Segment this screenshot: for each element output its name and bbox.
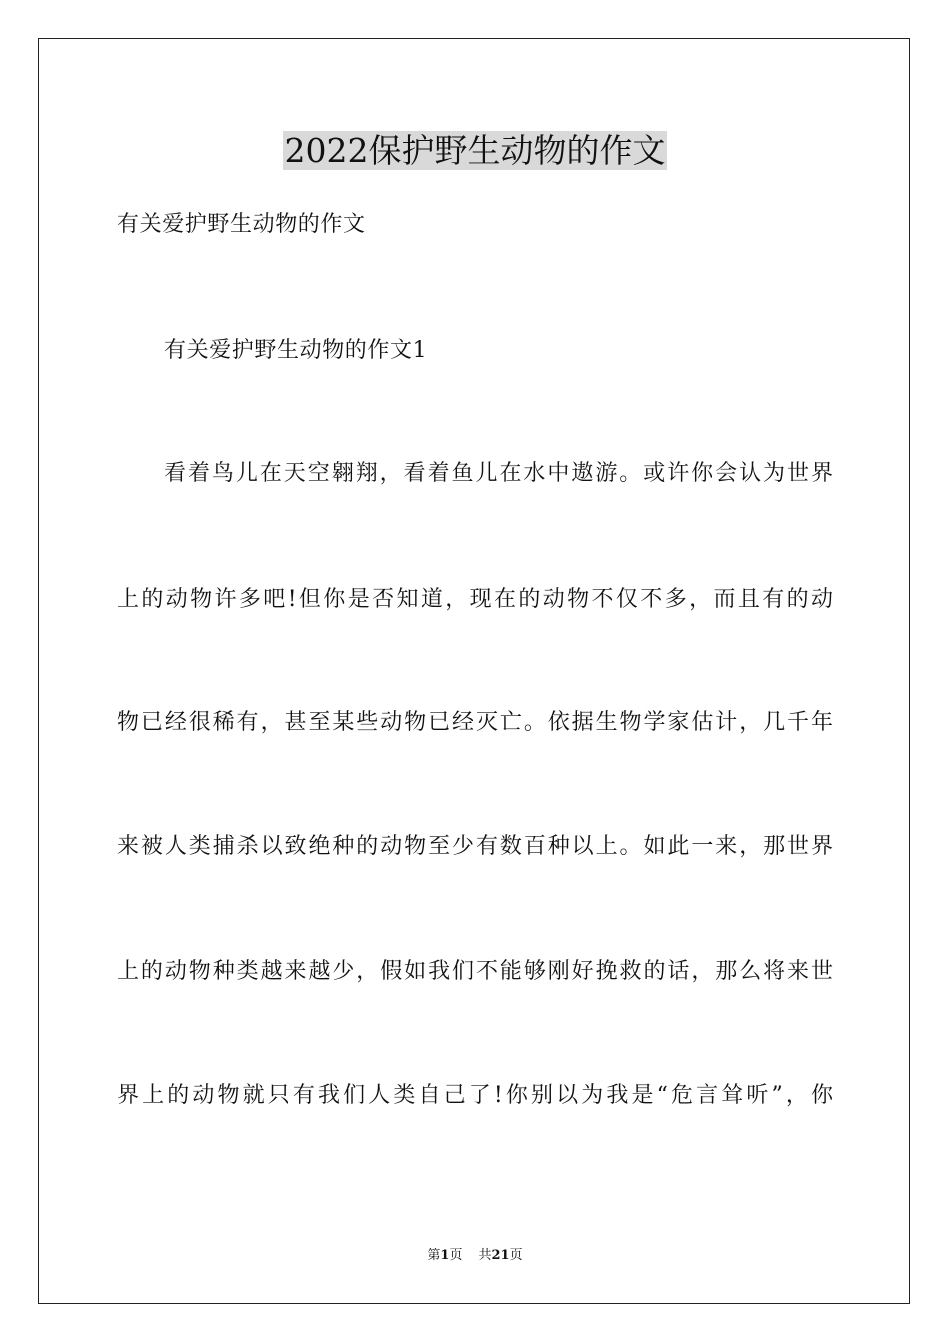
paragraph-line: 上的动物许多吧!但你是否知道，现在的动物不仅不多，而且有的动 — [117, 587, 833, 612]
total-pages: 21 — [491, 1248, 510, 1263]
section-heading: 有关爱护野生动物的作文1 — [164, 338, 428, 363]
paragraph-line: 物已经很稀有，甚至某些动物已经灭亡。依据生物学家估计，几千年 — [117, 710, 833, 735]
paragraph-line: 上的动物种类越来越少，假如我们不能够刚好挽救的话，那么将来世 — [117, 959, 833, 984]
document-subtitle: 有关爱护野生动物的作文 — [117, 212, 366, 237]
paragraph-line: 看着鸟儿在天空翱翔，看着鱼儿在水中遨游。或许你会认为世界 — [164, 461, 833, 486]
total-label-suffix: 页 — [509, 1248, 523, 1263]
document-title-text: 2022保护野生动物的作文 — [284, 131, 666, 170]
page-footer — [0, 1247, 950, 1265]
page-label-suffix: 页 — [449, 1248, 463, 1263]
total-label-prefix: 共 — [478, 1248, 492, 1263]
paragraph-line: 来被人类捕杀以致绝种的动物至少有数百种以上。如此一来，那世界 — [117, 834, 833, 859]
page-label-prefix: 第 — [427, 1248, 441, 1263]
document-title — [0, 127, 950, 175]
page-number: 1 — [440, 1248, 450, 1263]
paragraph-line: 界上的动物就只有我们人类自己了!你别以为我是“危言耸听”，你 — [117, 1083, 833, 1108]
